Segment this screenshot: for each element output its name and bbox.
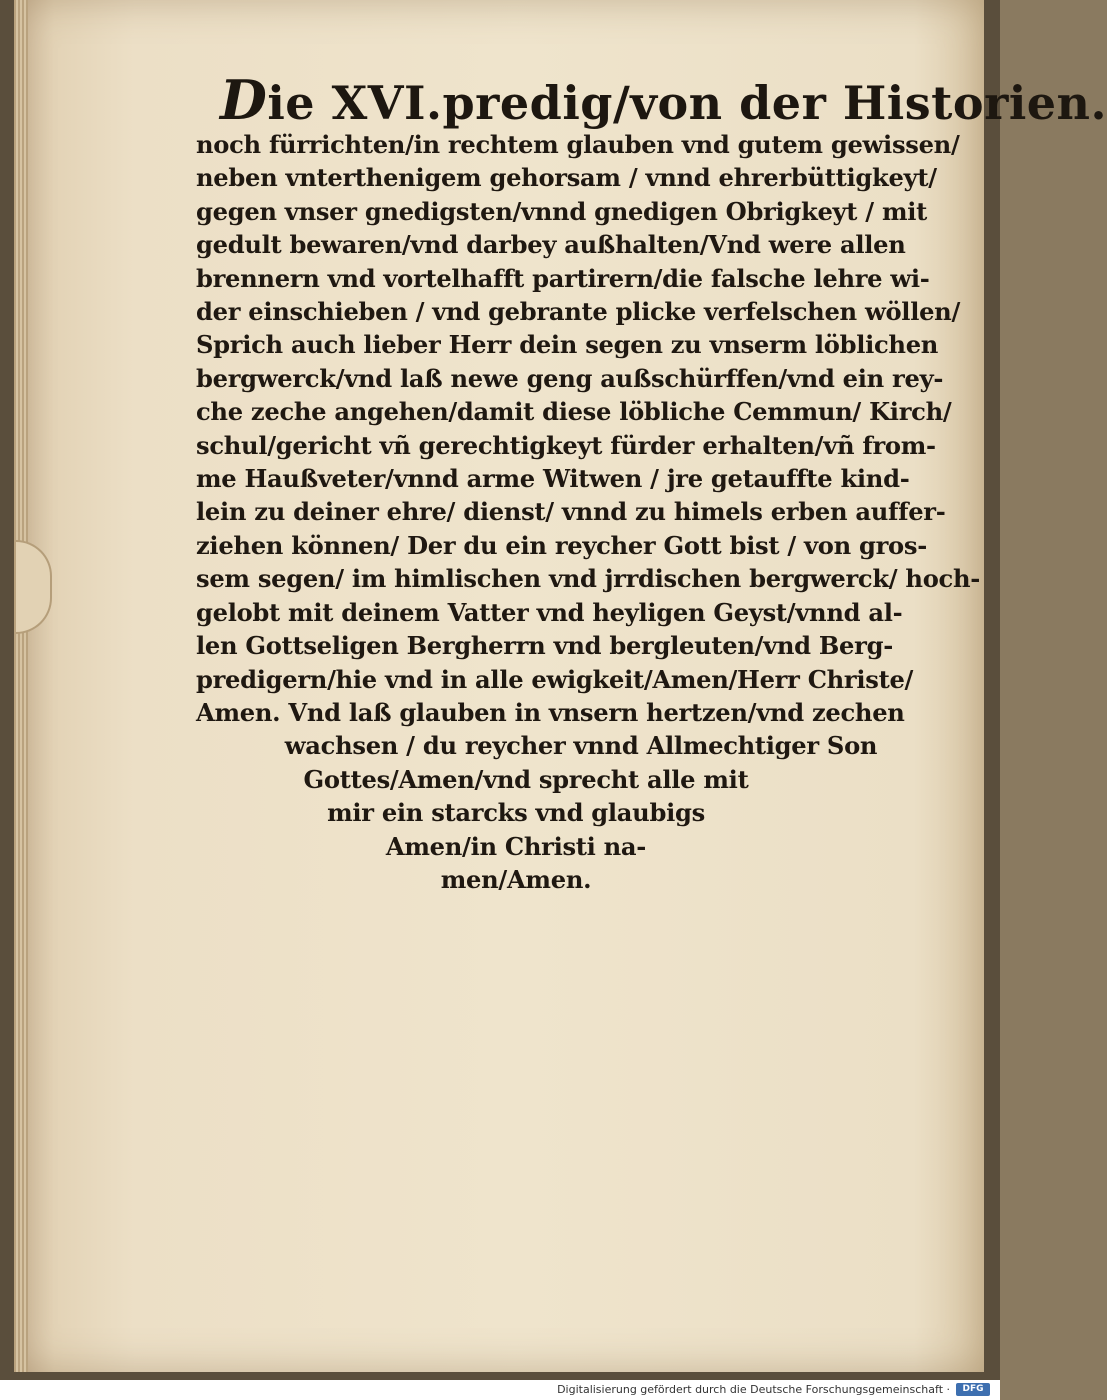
tail-line: Amen/in Christi na- (385, 831, 647, 861)
text-line: gegen vnser gnedigsten/vnnd gnedigen Obrigkeyt / mit (196, 196, 928, 226)
text-line: che zeche angehen/damit diese löbliche Cemmun/ Kirch/ (196, 397, 952, 427)
text-line: gelobt mit deinem Vatter vnd heyligen Geyst/vnnd al- (196, 597, 903, 627)
text-line: Amen. Vnd laß glauben in vnsern hertzen/vnd zechen (196, 697, 905, 727)
page-tab-notch (16, 540, 52, 634)
text-line: brennern vnd vortelhafft partirern/die falsche lehre wi- (196, 263, 930, 293)
text-line: sem segen/ im himlischen vnd jrrdischen bergwerck/ hoch- (196, 564, 980, 594)
tail-line: Gottes/Amen/vnd sprecht alle mit (303, 764, 749, 794)
tail-line: wachsen / du reycher vnnd Allmechtiger Son (284, 731, 878, 761)
text-line: predigern/hie vnd in alle ewigkeit/Amen/Herr Christe/ (196, 664, 914, 694)
text-line: me Haußveter/vnnd arme Witwen / jre getauffte kind- (196, 464, 910, 494)
text-line: schul/gericht vñ gerechtigkeyt fürder erhalten/vñ from- (196, 430, 936, 460)
funding-credit: Digitalisierung gefördert durch die Deutsche Forschungsgemeinschaft · (557, 1383, 950, 1396)
text-line: lein zu deiner ehre/ dienst/ vnnd zu himels erben auffer- (196, 497, 946, 527)
text-line: len Gottseligen Bergherrn vnd bergleuten/vnd Berg- (196, 631, 893, 661)
tail-line: men/Amen. (440, 864, 592, 894)
text-line: gedult bewaren/vnd darbey außhalten/Vnd were allen (196, 230, 906, 260)
text-line: ziehen können/ Der du ein reycher Gott bist / von gros- (196, 530, 927, 560)
dfg-logo-icon: DFG (956, 1383, 990, 1396)
tail-line: mir ein starcks vnd glaubigs (327, 798, 705, 828)
running-head (220, 68, 1107, 132)
text-line: neben vnterthenigem gehorsam / vnnd ehrerbüttigkeyt/ (196, 163, 937, 193)
text-line: bergwerck/vnd laß newe geng außschürffen/vnd ein rey- (196, 363, 944, 393)
text-line: noch fürrichten/in rechtem glauben vnd gutem gewissen/ (196, 130, 960, 159)
running-head-initial: D (220, 68, 268, 132)
text-line: der einschieben / vnd gebrante plicke verfelschen wöllen/ (196, 297, 960, 327)
text-line: Sprich auch lieber Herr dein segen zu vnserm löblichen (196, 330, 939, 360)
body-text (196, 128, 980, 896)
page-edge (14, 0, 28, 1372)
footer-bar (0, 1380, 1000, 1400)
running-head-title: ie XVI.predig/von der Historien. (267, 76, 1107, 130)
